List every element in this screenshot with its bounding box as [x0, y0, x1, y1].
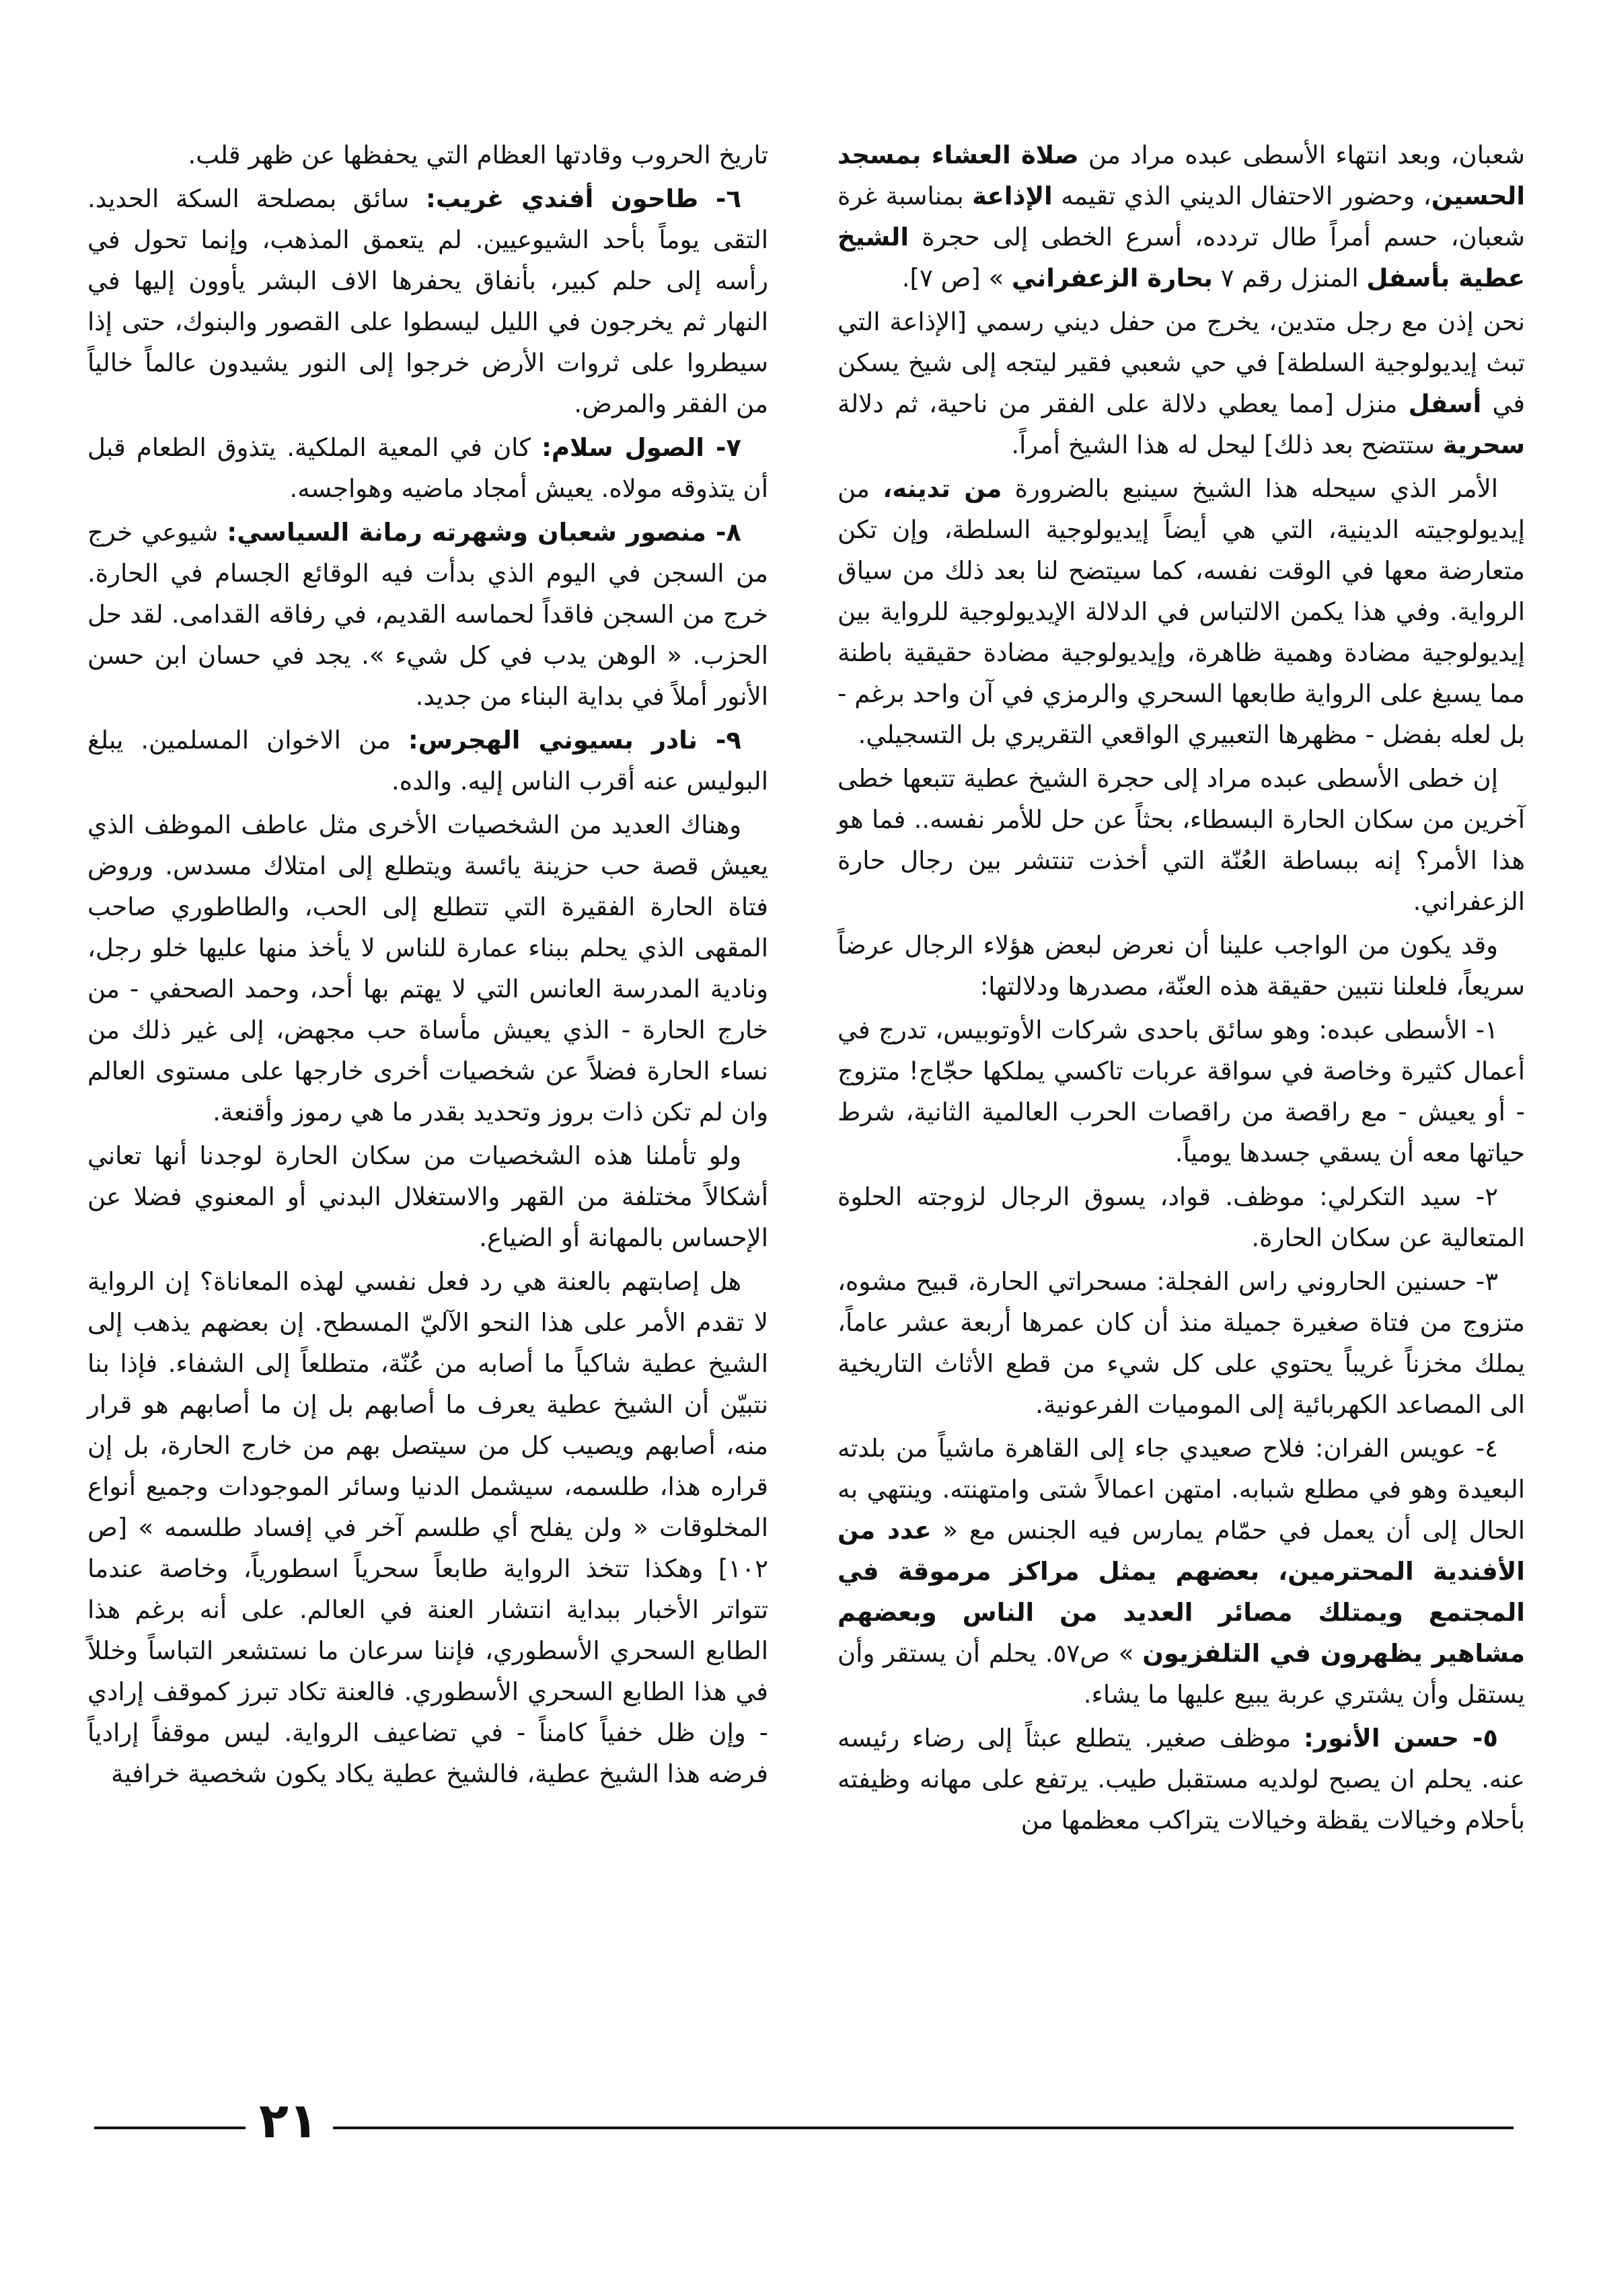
text: هل إصابتهم بالعنة هي رد فعل نفسي لهذه المعاناة؟ إن الرواية لا تقدم الأمر على هذا النحو الآليّ المسطح. إن بعضهم يذهب إلى الشيخ عطية شاكياً ما أصابه من عُنّة، متطلعاً إلى الشفاء. فإذا بنا نتبيّن أن الشيخ عطية يعرف ما أصابهم بل إن ما أصابهم هو قرار منه، أصابهم ويصيب كل من سيتصل بهم من خارج الحارة، بل إن قراره هذا، طلسمه، سيشمل الدنيا وسائر الموجودات وجميع أنواع المخلوقات « ولن يفلح أي طلسم آخر في إفساد طلسمه » [ص ١٠٢] وهكذا تتخذ الرواية طابعاً سحرياً اسطورياً، وخاصة عندما تتواتر الأخبار ببداية انتشار العنة في العالم. على أنه برغم هذا الطابع السحري الأسطوري، فإننا سرعان ما نستشعر التباساً وخللاً في هذا الطابع السحري الأسطوري. فالعنة تكاد تبرز كموقف إرادي - وإن ظل خفياً كامناً - في تضاعيف الرواية. ليس موقفاً إرادياً فرضه هذا الشيخ عطية، فالشيخ عطية يكاد يكون شخصية خرافية: [87, 1267, 768, 1788]
bold-text: ٨- منصور شعبان وشهرته رمانة السياسي:: [227, 518, 741, 547]
text: » [ص ٧].: [901, 264, 1012, 293]
bold-text: صلاة العشاء بمسجد الحسين: [837, 141, 1525, 211]
footer-rule-left: [94, 2127, 246, 2129]
bold-text: عدد من الأفندية المحترمين، بعضهم يمثل مراكز مرموقة في المجتمع ويمتلك مصائر العديد من الناس وبعضهم مشاهير يظهرون في التلفزيون: [837, 1516, 1525, 1668]
text: كان في المعية الملكية. يتذوق الطعام قبل أن يتذوقه مولاه. يعيش أمجاد ماضيه وهواجسه.: [87, 433, 768, 503]
bold-text: أسفل: [1408, 389, 1482, 418]
text: سائق بمصلحة السكة الحديد. التقى يوماً بأحد الشيوعيين. لم يتعمق المذهب، وإنما تحول في رأسه إلى حلم كبير، بأنفاق يحفرها الاف البشر يأوون إليها في النهار ثم يخرجون في الليل ليسطوا على القصور والبنوك، حتى إذا سيطروا على ثروات الأرض خرجوا إلى النور يشيدون عالماً خالياً من الفقر والمرض.: [87, 184, 768, 418]
text: إن خطى الأسطى عبده مراد إلى حجرة الشيخ عطية تتبعها خطى آخرين من سكان الحارة البسطاء، بحثاً عن حل للأمر نفسه.. فما هو هذا الأمر؟ إنه ببساطة العُنّة التي أخذت تنتشر بين رجال حارة الزعفراني.: [837, 764, 1525, 916]
text: نحن إذن مع رجل متدين، يخرج من حفل ديني رسمي [الإذاعة التي تبث إيديولوجية السلطة] في حي شعبي فقير ليتجه إلى شيخ يسكن في: [837, 307, 1526, 418]
paragraph: [87, 427, 768, 509]
paragraph: [837, 1718, 1525, 1841]
page-number: ٢١: [259, 2092, 318, 2149]
text: ٤- عويس الفران: فلاح صعيدي جاء إلى القاهرة ماشياً من بلدته البعيدة وهو في مطلع شبابه. امتهن اعمالاً شتى وامتهنته. وينتهي به الحال إلى أن يعمل في حمّام يمارس فيه الجنس مع «: [837, 1434, 1525, 1545]
paragraph: [87, 720, 768, 802]
bold-text: من تدينه،: [883, 474, 1002, 503]
bold-text: سحرية: [1442, 430, 1525, 459]
text: ١- الأسطى عبده: وهو سائق باحدى شركات الأوتوبيس، تدرج في أعمال كثيرة وخاصة في سواقة عربات تاكسي يملكها حجّاج! متزوج - أو يعيش - مع راقصة من راقصات الحرب العالمية الثانية، شرط حياتها معه أن يسقي جسدها يومياً.: [837, 1016, 1525, 1168]
bold-text: ٩- نادر بسيوني الهجرس:: [408, 726, 741, 755]
bold-text: ٦- طاحون أفندي غريب:: [426, 184, 742, 213]
paragraph: [837, 1261, 1525, 1425]
text: الأمر الذي سيحله هذا الشيخ سينبع بالضرورة: [1002, 474, 1499, 503]
paragraph: [837, 1428, 1525, 1715]
text: بمناسبة غرة شعبان، حسم أمراً طال تردده، أسرع الخطى إلى حجرة: [837, 182, 1525, 252]
text: شيوعي خرج من السجن في اليوم الذي بدأت فيه الوقائع الجسام في الحارة. خرج من السجن فاقداً لحماسه القديم، في رفاقه القدامى. لقد حل الحزب. « الوهن يدب في كل شيء ». يجد في حسان ابن حسن الأنور أملاً في بداية البناء من جديد.: [87, 518, 768, 711]
bold-text: الشيخ عطية بأسفل: [837, 223, 1525, 293]
text: المنزل رقم ٧: [1212, 264, 1367, 293]
left-column: [87, 135, 768, 1797]
text: منزل [مما يعطي دلالة على الفقر من ناحية، ثم دلالة: [837, 389, 1409, 418]
text: موظف صغير. يتطلع عبثاً إلى رضاء رئيسه عنه. يحلم ان يصبح لولديه مستقبل طيب. يرتفع على مهانه وظيفته بأحلام وخيالات يقظة وخيالات يتراكب معظمها من: [837, 1724, 1525, 1835]
paragraph: [87, 1135, 768, 1258]
text: ولو تأملنا هذه الشخصيات من سكان الحارة لوجدنا أنها تعاني أشكالاً مختلفة من القهر والاستغلال البدني أو المعنوي فضلا عن الإحساس بالمهانة أو الضياع.: [87, 1141, 768, 1252]
right-column: [837, 135, 1525, 1843]
text: ٣- حسنين الحاروني راس الفجلة: مسحراتي الحارة، قبيح مشوه، متزوج من فتاة صغيرة جميلة منذ أن كان عمرها أربعة عشر عاماً، يملك مخزناً غريباً يحتوي على كل شيء من قطع الأثاث التاريخية الى المصاعد الكهربائية إلى الموميات الفرعونية.: [837, 1267, 1525, 1419]
paragraph: [837, 468, 1525, 755]
paragraph: [87, 512, 768, 717]
paragraph: [87, 178, 768, 424]
bold-text: بحارة الزعفراني: [1011, 264, 1213, 293]
paragraph: [837, 1176, 1525, 1258]
text: تاريخ الحروب وقادتها العظام التي يحفظها عن ظهر قلب.: [188, 141, 768, 169]
paragraph: [837, 301, 1525, 465]
text: ٢- سيد التكرلي: موظف. قواد، يسوق الرجال لزوجته الحلوة المتعالية عن سكان الحارة.: [837, 1182, 1525, 1252]
text: وهناك العديد من الشخصيات الأخرى مثل عاطف الموظف الذي يعيش قصة حب حزينة يائسة ويتطلع إلى امتلاك مسدس. وروض فتاة الحارة الفقيرة التي تتطلع إلى الحب، والطاطوري صاحب المقهى الذي يحلم ببناء عمارة للناس لا يأخذ منها عليها خلو رجل، ونادية المدرسة العانس التي لا يهتم بها أحد، وحمد الصحفي - من خارج الحارة - الذي يعيش مأساة حب مجهض، إلى غير ذلك من نساء الحارة فضلاً عن شخصيات أخرى خارجها على مستوى العالم وان لم تكن ذات بروز وتحديد بقدر ما هي رموز وأقنعة.: [87, 810, 768, 1126]
bold-text: الإذاعة: [972, 182, 1053, 211]
bold-text: ٥- حسن الأنور:: [1304, 1724, 1498, 1753]
paragraph: [87, 135, 768, 176]
text: وقد يكون من الواجب علينا أن نعرض لبعض هؤلاء الرجال عرضاً سريعاً، فلعلنا نتبين حقيقة هذه العنّة، مصدرها ودلالتها:: [837, 931, 1525, 1001]
text: ستتضح بعد ذلك] ليحل له هذا الشيخ أمراً.: [1011, 430, 1443, 459]
paragraph: [837, 1009, 1525, 1174]
paragraph: [837, 758, 1525, 922]
paragraph: [837, 925, 1525, 1007]
text: » ص٥٧. يحلم أن يستقر وأن يستقل وأن يشتري عربة يبيع عليها ما يشاء.: [837, 1639, 1525, 1709]
bold-text: ٧- الصول سلام:: [542, 433, 741, 462]
paragraph: [87, 1261, 768, 1794]
text: ، وحضور الاحتفال الديني الذي تقيمه: [1052, 182, 1431, 211]
footer-rule-right: [333, 2127, 1514, 2129]
text: شعبان، وبعد انتهاء الأسطى عبده مراد من: [1078, 141, 1525, 169]
text: من إيديولوجيته الدينية، التي هي أيضاً إيديولوجية السلطة، وإن تكن متعارضة معها في الوقت نفسه، كما سيتضح لنا بعد ذلك من سياق الرواية. وفي هذا يكمن الالتباس في الدلالة الإيديولوجية للرواية بين إيديولوجية مضادة وهمية ظاهرة، وإيديولوجية مضادة حقيقية باطنة مما يسبغ على الرواية طابعها السحري والرمزي في آن واحد برغم - بل لعله بفضل - مظهرها التعبيري الواقعي التقريري بل التسجيلي.: [837, 474, 1525, 749]
paragraph: [837, 135, 1525, 299]
text: من الاخوان المسلمين. يبلغ البوليس عنه أقرب الناس إليه. والده.: [87, 726, 768, 796]
paragraph: [87, 804, 768, 1133]
